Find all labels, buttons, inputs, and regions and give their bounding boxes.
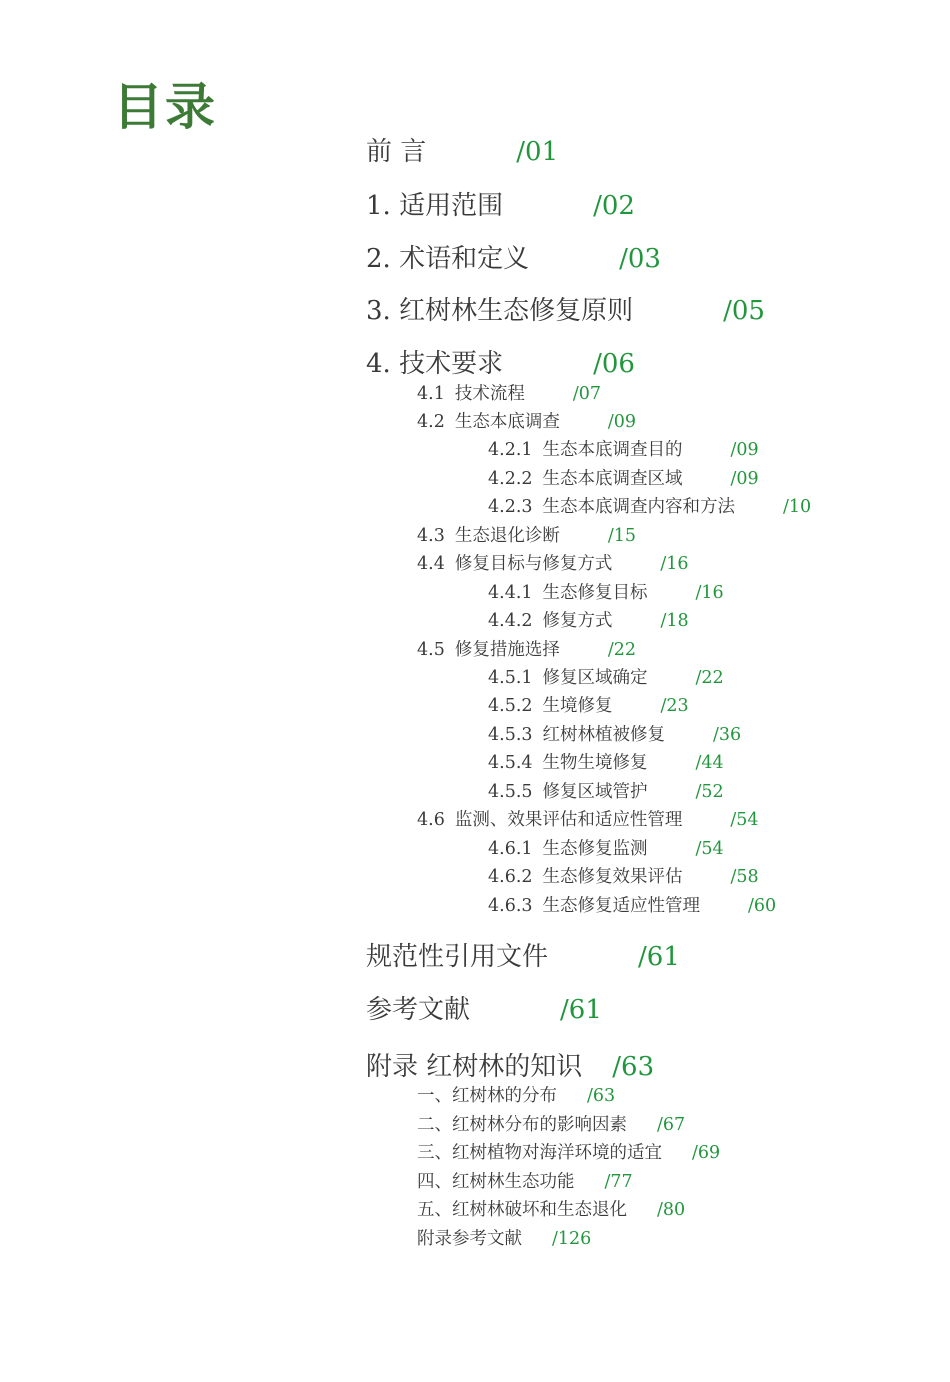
toc-entry-4-2[interactable] xyxy=(417,414,636,432)
entry-page: /22 xyxy=(695,668,724,688)
entry-label: 规范性引用文件 xyxy=(366,942,549,972)
toc-entry-4-5-3[interactable] xyxy=(488,727,741,745)
entry-label: 前 言 xyxy=(366,137,427,167)
entry-page: /80 xyxy=(657,1200,686,1220)
entry-page: /36 xyxy=(713,725,742,745)
toc-entry-4[interactable] xyxy=(366,351,635,377)
entry-label: 生境修复 xyxy=(542,696,613,716)
entry-label: 技术流程 xyxy=(454,384,525,404)
entry-label: 修复方式 xyxy=(542,611,613,631)
entry-number: 4.3 xyxy=(417,526,445,546)
entry-page: /16 xyxy=(660,554,689,574)
entry-page: /15 xyxy=(607,526,637,546)
entry-number: 4.5.2 xyxy=(488,696,533,716)
entry-number: 4.5.4 xyxy=(488,753,533,773)
entry-number: 4.1 xyxy=(417,384,445,404)
entry-label: 五、红树林破坏和生态退化 xyxy=(417,1200,627,1220)
entry-number: 4.6.3 xyxy=(488,896,533,916)
entry-label: 3. 红树林生态修复原则 xyxy=(366,296,634,326)
entry-label: 一、红树林的分布 xyxy=(417,1086,557,1106)
entry-number: 4.4 xyxy=(417,554,445,574)
entry-label: 红树林植被修复 xyxy=(542,725,666,745)
entry-number: 4.2.3 xyxy=(488,497,533,517)
toc-title: 目录 xyxy=(113,77,217,136)
entry-number: 4.2.1 xyxy=(488,440,533,460)
toc-entry-appendix-4[interactable] xyxy=(417,1174,633,1192)
entry-label: 生态修复监测 xyxy=(542,839,648,859)
toc-entry-3[interactable] xyxy=(366,298,765,324)
entry-page: /09 xyxy=(607,412,637,432)
entry-page: /09 xyxy=(730,469,759,489)
entry-label: 三、红树植物对海洋环境的适宜 xyxy=(417,1143,662,1163)
entry-number: 4.6.2 xyxy=(488,867,533,887)
toc-entry-references[interactable] xyxy=(366,997,602,1023)
entry-page: /03 xyxy=(619,244,661,274)
entry-label: 生态修复效果评估 xyxy=(542,867,683,887)
toc-entry-4-5-2[interactable] xyxy=(488,698,689,716)
entry-label: 参考文献 xyxy=(366,995,471,1025)
entry-page: /69 xyxy=(692,1143,721,1163)
entry-label: 生态修复适应性管理 xyxy=(542,896,701,916)
entry-number: 4.5 xyxy=(417,640,445,660)
entry-page: /77 xyxy=(604,1172,633,1192)
toc-entry-4-4-2[interactable] xyxy=(488,613,689,631)
entry-page: /22 xyxy=(607,640,637,660)
entry-page: /58 xyxy=(730,867,759,887)
entry-label: 1. 适用范围 xyxy=(366,191,504,221)
entry-page: /02 xyxy=(593,191,635,221)
entry-label: 生态修复目标 xyxy=(542,583,648,603)
toc-entry-appendix-1[interactable] xyxy=(417,1088,615,1106)
entry-label: 修复区域管护 xyxy=(542,782,648,802)
entry-label: 生态本底调查目的 xyxy=(542,440,683,460)
entry-number: 4.5.1 xyxy=(488,668,533,688)
entry-page: /18 xyxy=(660,611,689,631)
toc-entry-1[interactable] xyxy=(366,193,635,219)
entry-page: /52 xyxy=(695,782,724,802)
toc-entry-4-6-1[interactable] xyxy=(488,841,724,859)
entry-number: 4.6 xyxy=(417,810,445,830)
entry-page: /61 xyxy=(638,942,680,972)
toc-entry-4-5[interactable] xyxy=(417,642,636,660)
toc-entry-appendix-3[interactable] xyxy=(417,1145,720,1163)
entry-label: 生态本底调查区域 xyxy=(542,469,683,489)
entry-page: /54 xyxy=(730,810,759,830)
toc-entry-appendix-5[interactable] xyxy=(417,1202,685,1220)
entry-page: /54 xyxy=(695,839,724,859)
entry-page: /61 xyxy=(560,995,602,1025)
entry-page: /63 xyxy=(612,1052,655,1082)
entry-label: 二、红树林分布的影响因素 xyxy=(417,1115,627,1135)
toc-entry-4-2-2[interactable] xyxy=(488,471,759,489)
entry-label: 2. 术语和定义 xyxy=(366,244,530,274)
toc-entry-4-1[interactable] xyxy=(417,386,601,404)
entry-label: 附录 红树林的知识 xyxy=(366,1052,583,1082)
toc-entry-appendix-2[interactable] xyxy=(417,1117,685,1135)
entry-label: 四、红树林生态功能 xyxy=(417,1172,575,1192)
entry-label: 修复区域确定 xyxy=(542,668,648,688)
entry-page: /16 xyxy=(695,583,724,603)
entry-number: 4.4.2 xyxy=(488,611,533,631)
toc-entry-normative-references[interactable] xyxy=(366,944,680,970)
toc-entry-4-2-3[interactable] xyxy=(488,499,811,517)
toc-entry-4-6[interactable] xyxy=(417,812,759,830)
entry-page: /60 xyxy=(748,896,777,916)
entry-number: 4.5.3 xyxy=(488,725,533,745)
entry-number: 4.2 xyxy=(417,412,445,432)
entry-page: /09 xyxy=(730,440,759,460)
toc-entry-2[interactable] xyxy=(366,246,661,272)
toc-entry-appendix-references[interactable] xyxy=(417,1231,591,1249)
entry-page: /07 xyxy=(572,384,602,404)
toc-entry-4-3[interactable] xyxy=(417,528,636,546)
toc-entry-4-5-4[interactable] xyxy=(488,755,724,773)
entry-page: /10 xyxy=(783,497,812,517)
entry-label: 监测、效果评估和适应性管理 xyxy=(454,810,683,830)
entry-label: 修复目标与修复方式 xyxy=(454,554,613,574)
entry-number: 4.6.1 xyxy=(488,839,533,859)
toc-entry-4-5-1[interactable] xyxy=(488,670,724,688)
entry-page: /63 xyxy=(587,1086,616,1106)
entry-label: 附录参考文献 xyxy=(417,1229,522,1249)
toc-entry-4-6-3[interactable] xyxy=(488,898,776,916)
entry-label: 4. 技术要求 xyxy=(366,349,504,379)
toc-entry-appendix[interactable] xyxy=(366,1054,654,1080)
toc-entry-4-6-2[interactable] xyxy=(488,869,759,887)
entry-page: /01 xyxy=(516,137,559,167)
entry-page: /67 xyxy=(657,1115,686,1135)
entry-page: /126 xyxy=(552,1229,592,1249)
entry-number: 4.2.2 xyxy=(488,469,533,489)
entry-number: 4.4.1 xyxy=(488,583,533,603)
toc-entry-4-5-5[interactable] xyxy=(488,784,724,802)
entry-label: 生物生境修复 xyxy=(542,753,648,773)
entry-label: 生态退化诊断 xyxy=(454,526,560,546)
entry-label: 生态本底调查 xyxy=(454,412,560,432)
entry-page: /23 xyxy=(660,696,689,716)
entry-page: /44 xyxy=(695,753,724,773)
toc-entry-4-4[interactable] xyxy=(417,556,689,574)
entry-number: 4.5.5 xyxy=(488,782,533,802)
toc-entry-4-2-1[interactable] xyxy=(488,442,759,460)
entry-label: 修复措施选择 xyxy=(454,640,560,660)
entry-page: /06 xyxy=(593,349,635,379)
toc-entry-4-4-1[interactable] xyxy=(488,585,724,603)
toc-entry-foreword[interactable] xyxy=(366,139,558,165)
entry-label: 生态本底调查内容和方法 xyxy=(542,497,736,517)
entry-page: /05 xyxy=(723,296,765,326)
